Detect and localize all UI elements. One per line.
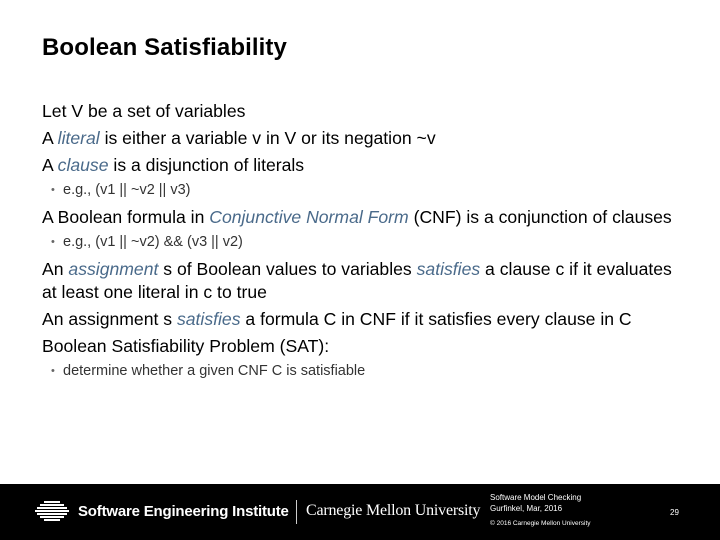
copyright: © 2016 Carnegie Mellon University [490, 520, 591, 527]
term-clause: clause [57, 155, 109, 175]
sei-globe-icon [34, 500, 70, 522]
text: a clause c if it evaluates at least one literal in c to true [42, 259, 672, 302]
course-author-date: Gurfinkel, Mar, 2016 [490, 504, 563, 513]
text: An assignment s [42, 309, 177, 329]
text: An [42, 259, 69, 279]
line-variables: Let V be a set of variables [42, 101, 246, 121]
cmu-name: Carnegie Mellon University [306, 502, 481, 519]
sei-name: Software Engineering Institute [78, 502, 289, 520]
text: is either a variable v in V or its negation ~v [99, 128, 436, 148]
text: A Boolean formula in [42, 207, 210, 227]
line-sat-problem: Boolean Satisfiability Problem (SAT): [42, 336, 330, 356]
term-assignment: assignment [68, 259, 159, 279]
text: A [42, 128, 58, 148]
text: A [42, 155, 58, 175]
term-satisfies: satisfies [416, 259, 481, 279]
term-literal: literal [57, 128, 100, 148]
term-cnf: Conjunctive Normal Form [209, 207, 409, 227]
sub-bullet-sat-definition: • determine whether a given CNF C is satisfiable [51, 362, 682, 381]
slide-body [42, 100, 682, 387]
line-clause [42, 154, 682, 177]
text: (CNF) is a conjunction of clauses [408, 207, 672, 227]
slide-title: Boolean Satisfiability [42, 34, 287, 61]
line-literal [42, 127, 682, 150]
footer-divider [296, 500, 297, 524]
text: s of Boolean values to variables [158, 259, 417, 279]
line-cnf [42, 206, 682, 229]
term-satisfies: satisfies [176, 309, 241, 329]
text: a formula C in CNF if it satisfies every clause in C [240, 309, 632, 329]
sei-logo [34, 500, 289, 522]
footer-bar [0, 484, 720, 540]
course-title: Software Model Checking [490, 493, 582, 502]
line-formula-satisfies [42, 308, 682, 331]
page-number: 29 [670, 508, 679, 517]
text: is a disjunction of literals [108, 155, 305, 175]
sub-bullet-cnf-example: • e.g., (v1 || ~v2) && (v3 || v2) [51, 233, 682, 252]
course-info [490, 492, 581, 514]
line-assignment [42, 258, 682, 304]
sub-bullet-clause-example: • e.g., (v1 || ~v2 || v3) [51, 181, 682, 200]
